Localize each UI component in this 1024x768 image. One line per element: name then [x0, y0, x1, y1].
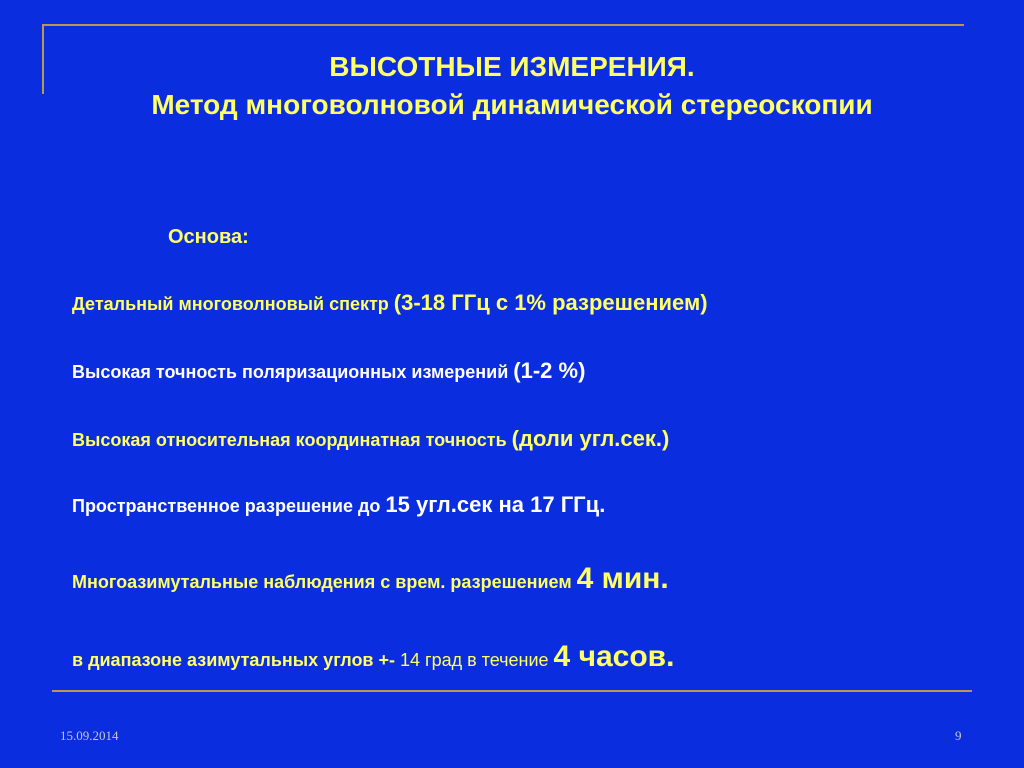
- item-azimuth-range: [72, 640, 674, 674]
- frame-bottom-rule: [52, 690, 972, 692]
- item-multiazimuth: [72, 562, 669, 596]
- item-resolution-suffix: .: [599, 492, 606, 517]
- slide-title: [0, 48, 1024, 124]
- item-polarization-highlight: (1-2 %): [513, 358, 586, 383]
- basis-label: Основа:: [168, 226, 249, 248]
- footer-date: 15.09.2014: [60, 728, 119, 743]
- item-coordinate-highlight: (доли угл.сек.): [511, 426, 670, 451]
- item-resolution: [72, 492, 605, 518]
- item-multiazimuth-highlight: 4 мин.: [576, 562, 669, 595]
- footer-page-number: 9: [955, 728, 962, 743]
- item-azimuth-range-highlight: 4 часов.: [553, 640, 675, 673]
- item-polarization-text: Высокая точность поляризационных измерений: [72, 362, 514, 382]
- item-spectrum-text: Детальный многоволновый спектр: [72, 294, 394, 314]
- item-coordinate: [72, 426, 669, 452]
- item-resolution-text: Пространственное разрешение до: [72, 496, 386, 516]
- item-azimuth-range-text: в диапазоне азимутальных углов +-: [72, 650, 401, 670]
- item-spectrum-highlight: (3-18 ГГц с 1% разрешением): [393, 290, 708, 315]
- item-resolution-highlight: 15 угл.сек на 17 ГГц: [385, 492, 600, 517]
- item-spectrum: [72, 290, 708, 316]
- title-line-1: ВЫСОТНЫЕ ИЗМЕРЕНИЯ.: [329, 51, 695, 82]
- item-azimuth-range-middle: 14 град в течение: [400, 650, 554, 670]
- item-coordinate-text: Высокая относительная координатная точность: [72, 430, 512, 450]
- frame-top-rule: [42, 24, 964, 26]
- title-line-2: Метод многоволновой динамической стереоскопии: [151, 89, 873, 120]
- item-multiazimuth-text: Многоазимутальные наблюдения с врем. разрешением: [72, 572, 577, 592]
- item-polarization: [72, 358, 585, 384]
